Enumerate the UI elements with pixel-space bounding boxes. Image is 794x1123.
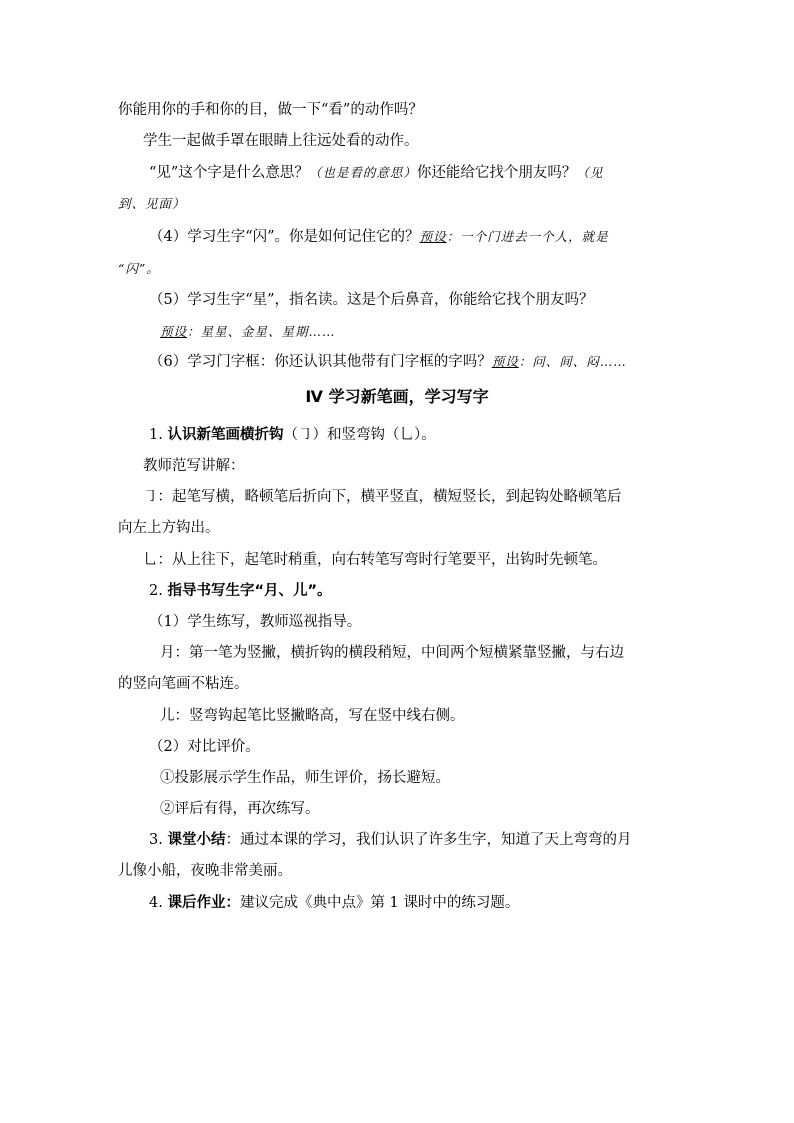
- bold-text: 课堂小结: [167, 832, 226, 848]
- paragraph: [160, 322, 336, 342]
- note-text: 到、见面）: [118, 196, 186, 211]
- text: ㇆：起笔写横，略顿笔后折向下，横平竖直，横短竖长，到起钩处略顿笔后: [143, 489, 622, 505]
- text: （6）学习门字框：你还认识其他带有门字框的字吗？: [149, 354, 492, 370]
- text: 向左上方钩出。: [118, 520, 220, 536]
- text: 的竖向笔画不粘连。: [118, 676, 249, 692]
- text: 2.: [149, 583, 168, 599]
- text: “见”这个字是什么意思？: [149, 165, 309, 181]
- text: 建议完成《典中点》第 1 课时中的练习题。: [239, 895, 520, 911]
- section-heading: Ⅳ 学习新笔画，学习写字: [305, 387, 489, 406]
- text: 1.: [149, 427, 168, 443]
- note-text: ：问、间、闷……: [518, 354, 627, 369]
- text: ：通过本课的学习，我们认识了许多生字，知道了天上弯弯的月: [225, 832, 632, 848]
- paragraph: [149, 290, 594, 310]
- bold-text: 认识新笔画横折钩: [167, 427, 284, 443]
- preset-label: 预设: [491, 354, 519, 369]
- note-text: ：一个门进去一个人，就是: [446, 229, 609, 244]
- note-text: “闪”。: [118, 261, 160, 276]
- paragraph: [143, 550, 607, 570]
- paragraph: [160, 706, 465, 726]
- paragraph: [160, 799, 320, 819]
- note-text: ：星星、金星、星期……: [187, 324, 336, 339]
- paragraph: [143, 456, 245, 476]
- preset-label: 预设: [160, 324, 188, 339]
- note-text: （也是看的意思）: [308, 165, 417, 180]
- paragraph: [160, 768, 450, 788]
- text: ①投影展示学生作品，师生评价，扬长避短。: [160, 770, 450, 786]
- paragraph: [149, 425, 436, 445]
- paragraph: [143, 131, 419, 151]
- text: ②评后有得，再次练写。: [160, 801, 320, 817]
- paragraph: [149, 227, 609, 247]
- paragraph: [149, 163, 603, 183]
- paragraph: [149, 830, 631, 850]
- paragraph: [149, 612, 361, 632]
- paragraph: [149, 737, 260, 757]
- paragraph: [149, 893, 519, 913]
- paragraph: [118, 100, 423, 120]
- preset-label: 预设: [419, 229, 447, 244]
- paragraph: [149, 352, 627, 372]
- text: 你还能给它找个朋友吗？: [416, 165, 577, 181]
- paragraph: [118, 194, 186, 214]
- text: 你能用你的手和你的目，做一下“看”的动作吗？: [118, 102, 423, 118]
- text: 学生一起做手罩在眼睛上往远处看的动作。: [143, 133, 419, 149]
- text: 儿：竖弯钩起笔比竖撇略高，写在竖中线右侧。: [160, 708, 465, 724]
- text: 3.: [149, 832, 168, 848]
- paragraph: [118, 518, 220, 538]
- paragraph: [118, 861, 292, 881]
- text: 儿像小船，夜晚非常美丽。: [118, 863, 292, 879]
- text: 月：第一笔为竖撇，横折钩的横段稍短，中间两个短横紧靠竖撇，与右边: [160, 645, 624, 661]
- paragraph: [118, 259, 160, 279]
- text: 教师范写讲解：: [143, 458, 245, 474]
- text: （1）学生练写，教师巡视指导。: [149, 614, 362, 630]
- bold-text: 课后作业：: [167, 895, 240, 911]
- paragraph: [149, 581, 332, 601]
- text: （2）对比评价。: [149, 739, 260, 755]
- paragraph: [160, 643, 624, 663]
- paragraph: [118, 674, 249, 694]
- bold-text: 指导书写生字“月、儿”。: [167, 583, 332, 599]
- text: （5）学习生字“星”，指名读。这是个后鼻音，你能给它找个朋友吗？: [149, 292, 594, 308]
- text: （㇆）和竖弯钩（乚）。: [283, 427, 436, 443]
- text: 乚：从上往下，起笔时稍重，向右转笔写弯时行笔要平，出钩时先顿笔。: [143, 552, 607, 568]
- paragraph: [143, 487, 622, 507]
- note-text: （见: [576, 165, 604, 180]
- text: 4.: [149, 895, 168, 911]
- text: （4）学习生字“闪”。你是如何记住它的？: [149, 229, 420, 245]
